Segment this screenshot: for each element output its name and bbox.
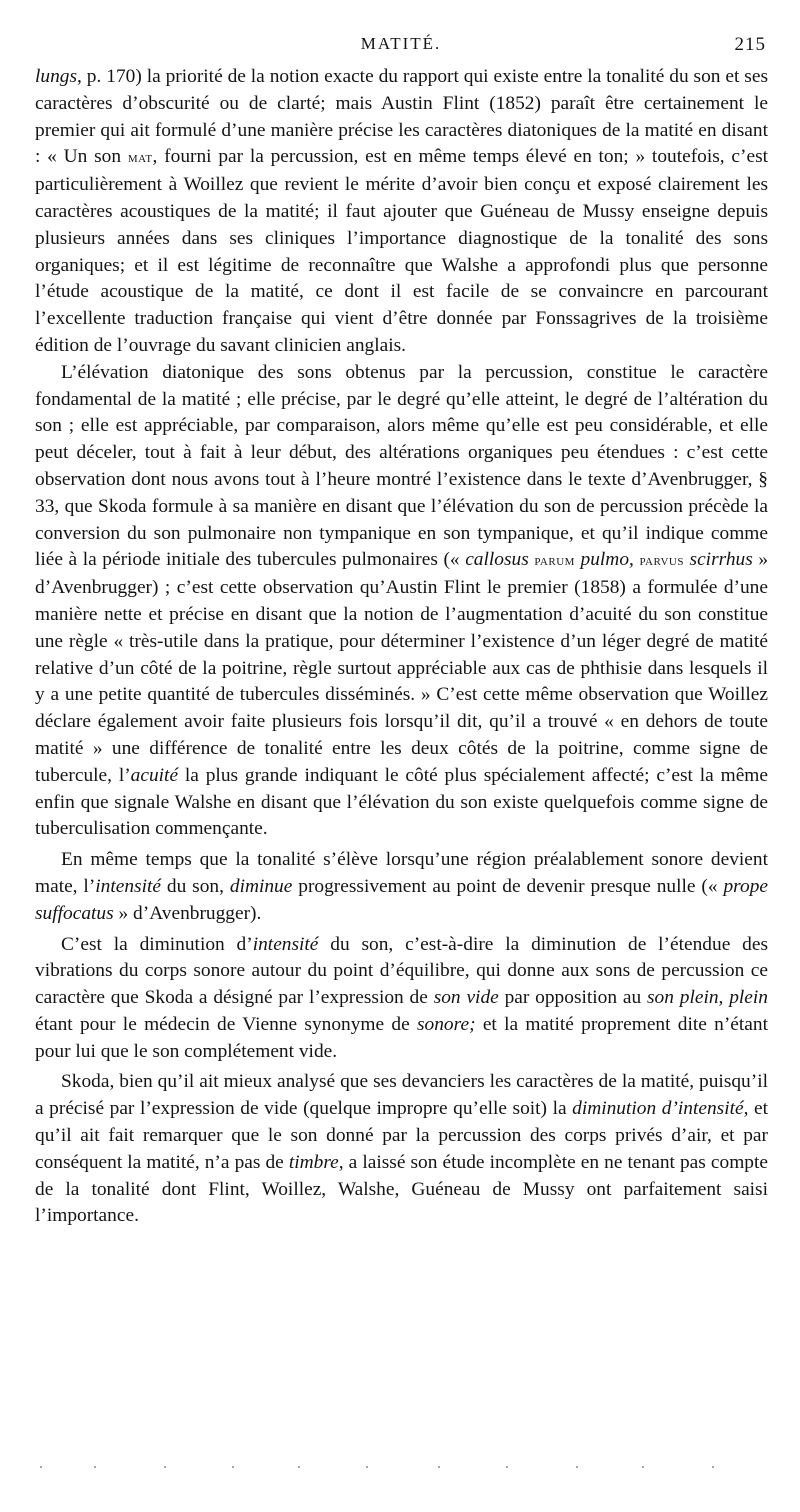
text-run: » d’Avenbrugger) ; c’est cette observation qu’Austin Flint le premier (1858) a formulée d’une manière nette et précise en disant que la notion de l’augmentation d’acuité du son constitue une règle « très-utile dans la pratique, pour déterminer l’existence d’un léger degré de matité relative d’un côté de la poitrine, règle surtout appréciable aux cas de phthisie dans lesquels il y a une petite quantité de tubercules disséminés. » C’est cette même observation que Woillez déclare également avoir faite plusieurs fois lorsqu’il dit, qu’il a trouvé « en dehors de toute matité » une différence de tonalité entre les deux côtés de la poitrine, comme signe de tubercule, l’ — [35, 549, 769, 786]
text-run: , et qu’il ait fait remarquer que le son donné par la percussion des corps privés d’air, et par conséquent la matité, n’a pas de — [35, 1098, 768, 1173]
italic-run: prope suffocatus — [35, 875, 769, 924]
text-run: et la matité proprement dite n’étant pour lui que le son complétement vide. — [35, 1013, 768, 1062]
italic-run: diminue — [229, 875, 293, 897]
text-run: , p. 170) la priorité de la notion exacte du rapport qui existe entre la tonalité du son et ses caractères d’obscurité ou de clarté; mais Austin Flint (1852) paraît être certainement le premier qui ait formulé d’une manière précise les caractères diatoniques de la matité en disant : « Un son — [35, 66, 768, 168]
body-text — [35, 64, 768, 1230]
italic-run: callosus — [465, 549, 529, 571]
italic-run: son plein, plein — [647, 987, 768, 1009]
running-head — [36, 34, 766, 56]
paragraph — [35, 64, 768, 360]
print-specks — [36, 1466, 766, 1474]
italic-run: timbre — [288, 1151, 339, 1173]
paragraph — [35, 1069, 768, 1230]
small-caps-run: mat — [127, 149, 153, 167]
italic-run: intensité — [252, 933, 319, 955]
text-run: C’est la diminution d’ — [61, 933, 253, 955]
small-caps-run: parum — [534, 552, 575, 570]
paragraph — [35, 360, 768, 843]
italic-run: scirrhus — [689, 549, 753, 571]
text-run: progressivement au point de devenir presque nulle (« — [292, 875, 724, 897]
paragraph — [35, 847, 768, 927]
page-number: 215 — [734, 34, 766, 55]
text-run: par opposition au — [498, 987, 647, 1009]
text-run: En même temps que la tonalité s’élève lorsqu’une région préalablement sonore devient mate, l’ — [35, 849, 768, 897]
italic-run: diminution d’intensité — [572, 1098, 744, 1120]
text-run: du son, — [160, 875, 230, 897]
italic-run: acuité — [130, 764, 179, 786]
text-run: , a laissé son étude incomplète en ne tenant pas compte de la tonalité dont Flint, Woillez, Walshe, Guéneau de Mussy ont parfaitement saisi l’importance. — [35, 1151, 768, 1227]
small-caps-run: parvus — [639, 552, 684, 570]
italic-run: pulmo, — [580, 549, 634, 571]
italic-run: sonore; — [417, 1013, 476, 1035]
italic-run: lungs — [35, 66, 78, 87]
text-run: la plus grande indiquant le côté plus spécialement affecté; c’est la même enfin que signale Walshe en disant que l’élévation du son existe quelquefois comme signe de tuberculisation commençante. — [35, 764, 768, 840]
text-run: » d’Avenbrugger). — [113, 902, 262, 924]
italic-run: son vide — [433, 987, 499, 1009]
running-title: MATITÉ. — [360, 34, 442, 53]
text-run: L’élévation diatonique des sons obtenus par la percussion, constitue le caractère fondamental de la matité ; elle précise, par le degré qu’elle atteint, le degré de l’altération du son ; elle est appréciable, par comparaison, alors même qu’elle est peu considérable, et elle peut déceler, tout à fait à leur début, des altérations organiques peu étendues : c’est cette observation dont nous avons tout à l’heure montré l’existence dans le texte d’Avenbrugger, § 33, que Skoda formule à sa manière en disant que l’élévation du son de percussion précède la conversion du son pulmonaire non tympanique en son tympanique, et qu’il indique comme liée à la période initiale des tubercules pulmonaires (« — [35, 361, 768, 571]
text-run: étant pour le médecin de Vienne synonyme de — [35, 1013, 417, 1035]
text-run: Skoda, bien qu’il ait mieux analysé que ses devanciers les caractères de la matité, puisqu’il a précisé par l’expression de vide (quelque impropre qu’elle soit) la — [35, 1071, 768, 1120]
italic-run: intensité — [95, 875, 161, 897]
paragraph — [35, 932, 768, 1066]
text-run: du son, c’est-à-dire la diminution de l’étendue des vibrations du corps sonore autour du point d’équilibre, qui donne aux sons de percussion ce caractère que Skoda a désigné par l’expression de — [35, 933, 768, 1009]
text-run: , fourni par la percussion, est en même temps élevé en ton; » toutefois, c’est particulièrement à Woillez que revient le mérite d’avoir bien conçu et exposé clairement les caractères acoustiques de la matité; il faut ajouter que Guéneau de Mussy enseigne depuis plusieurs années dans ses cliniques l’importance diagnostique de la tonalité des sons organiques; et il est légitime de reconnaître que Walshe a approfondi plus que personne l’étude acoustique de la matité, ce dont il est facile de se convaincre en parcourant l’excellente traduction française qui vient d’être donnée par Fonssagrives de la troisième édition de l’ouvrage du savant clinicien anglais. — [35, 146, 769, 356]
